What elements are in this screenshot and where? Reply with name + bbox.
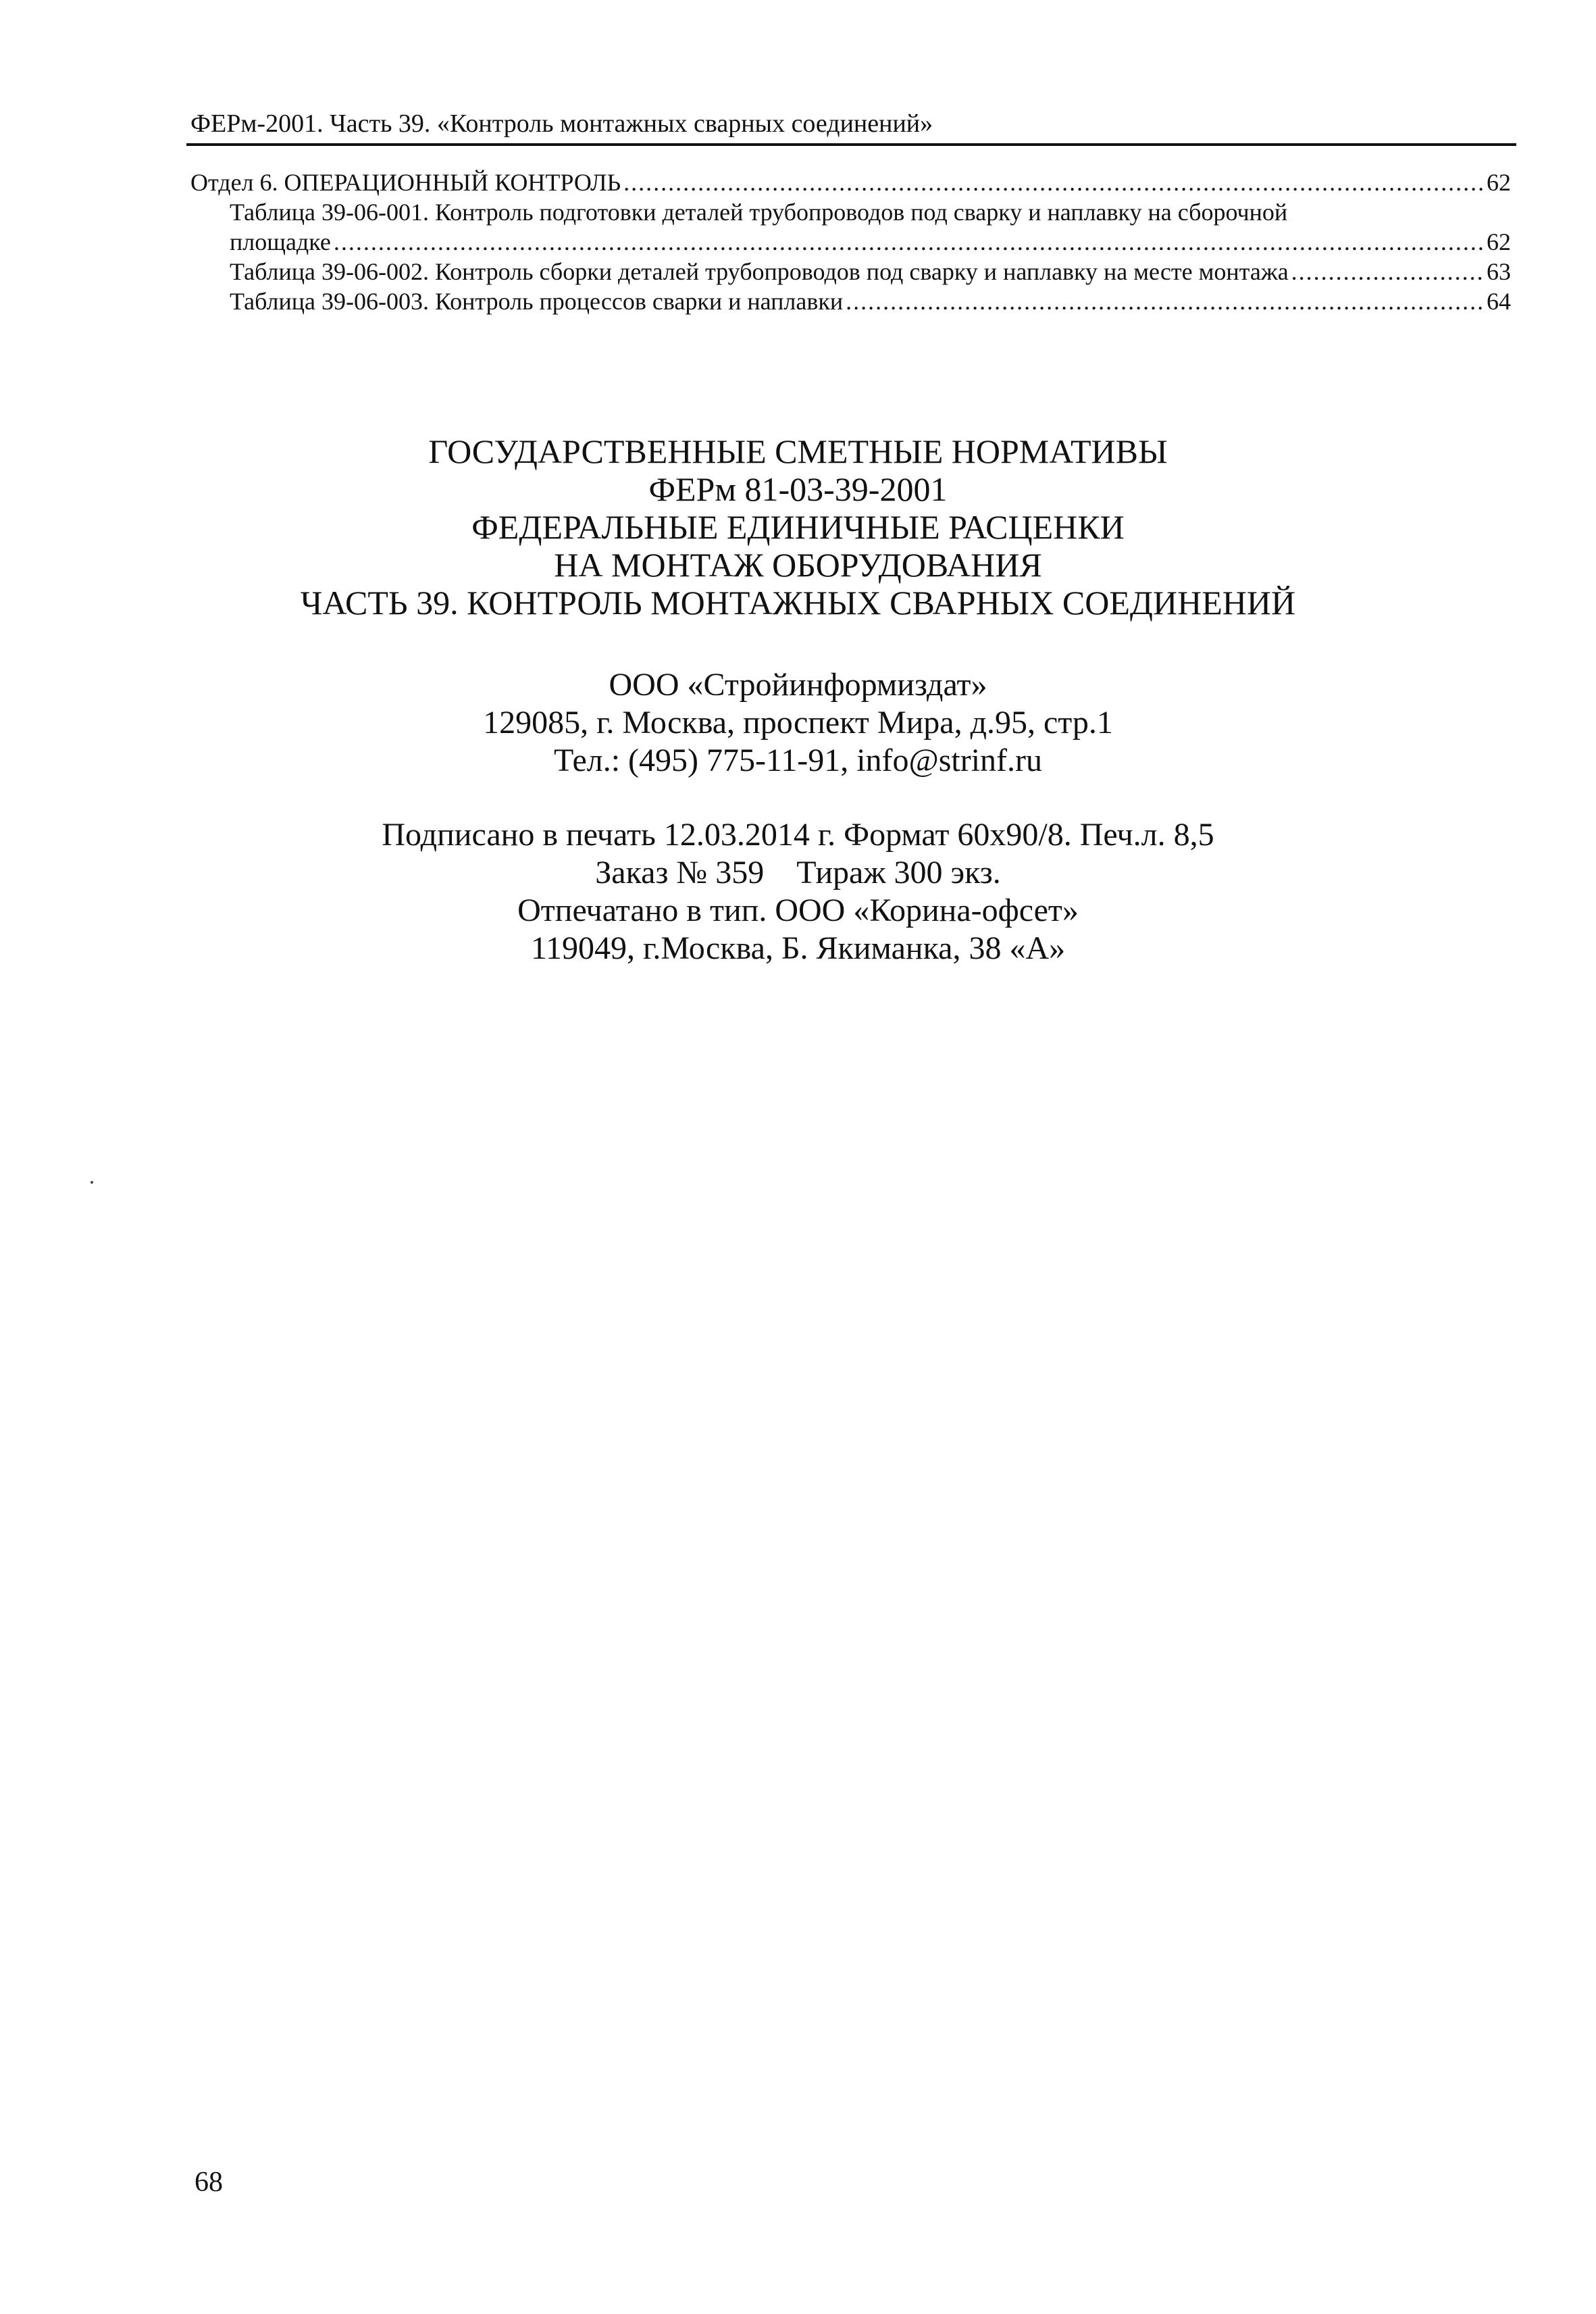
table-of-contents — [190, 168, 1511, 316]
imprint-info — [0, 816, 1596, 967]
imprint-printed-by: Отпечатано в тип. ООО «Корина-офсет» — [517, 892, 1079, 928]
toc-entry-label: Таблица 39-06-003. Контроль процессов сварки и наплавки — [230, 288, 844, 315]
toc-entry[interactable] — [190, 227, 1511, 257]
toc-dot-leader — [1291, 257, 1484, 286]
toc-dot-leader — [334, 227, 1484, 257]
toc-entry-label: Таблица 39-06-002. Контроль сборки деталей трубопроводов под сварку и наплавку на месте монтажа — [230, 258, 1289, 285]
imprint-printer-address: 119049, г.Москва, Б. Якиманка, 38 «А» — [530, 930, 1066, 966]
page-number: 68 — [195, 2167, 223, 2198]
imprint-order: Заказ № 359 Тираж 300 экз. — [595, 855, 1001, 890]
toc-dot-leader — [623, 168, 1484, 197]
toc-page-number: 62 — [1487, 169, 1511, 196]
header-rule — [186, 143, 1516, 146]
title-line: ФЕРм 81-03-39-2001 — [648, 470, 948, 508]
title-line: ФЕДЕРАЛЬНЫЕ ЕДИНИЧНЫЕ РАСЦЕНКИ — [471, 508, 1125, 546]
toc-entry-first-line[interactable]: Таблица 39-06-001. Контроль подготовки деталей трубопроводов под сварку и наплавку на сборочной — [230, 199, 1288, 226]
toc-section-entry[interactable] — [190, 168, 1511, 197]
publisher-contacts: Тел.: (495) 775-11-91, info@strinf.ru — [553, 743, 1043, 778]
imprint-signed: Подписано в печать 12.03.2014 г. Формат 60x90/8. Печ.л. 8,5 — [382, 817, 1214, 853]
toc-section-label: Отдел 6. ОПЕРАЦИОННЫЙ КОНТРОЛЬ — [190, 169, 621, 196]
title-line: ЧАСТЬ 39. КОНТРОЛЬ МОНТАЖНЫХ СВАРНЫХ СОЕДИНЕНИЙ — [300, 584, 1296, 622]
publisher-address: 129085, г. Москва, проспект Мира, д.95, стр.1 — [483, 705, 1113, 740]
document-title-block — [0, 432, 1596, 622]
toc-entry-label: площадке — [230, 228, 331, 255]
title-line: НА МОНТАЖ ОБОРУДОВАНИЯ — [554, 546, 1042, 584]
toc-entry[interactable] — [190, 286, 1511, 316]
toc-page-number: 64 — [1487, 288, 1511, 315]
title-line: ГОСУДАРСТВЕННЫЕ СМЕТНЫЕ НОРМАТИВЫ — [428, 432, 1168, 470]
publisher-name: ООО «Стройинформиздат» — [609, 667, 987, 703]
toc-page-number: 62 — [1487, 228, 1511, 255]
toc-dot-leader — [846, 286, 1484, 316]
scan-speck — [91, 1181, 93, 1184]
publisher-info — [0, 666, 1596, 780]
running-header: ФЕРм-2001. Часть 39. «Контроль монтажных сварных соединений» — [190, 109, 933, 138]
toc-entry[interactable] — [190, 257, 1511, 286]
toc-page-number: 63 — [1487, 258, 1511, 285]
